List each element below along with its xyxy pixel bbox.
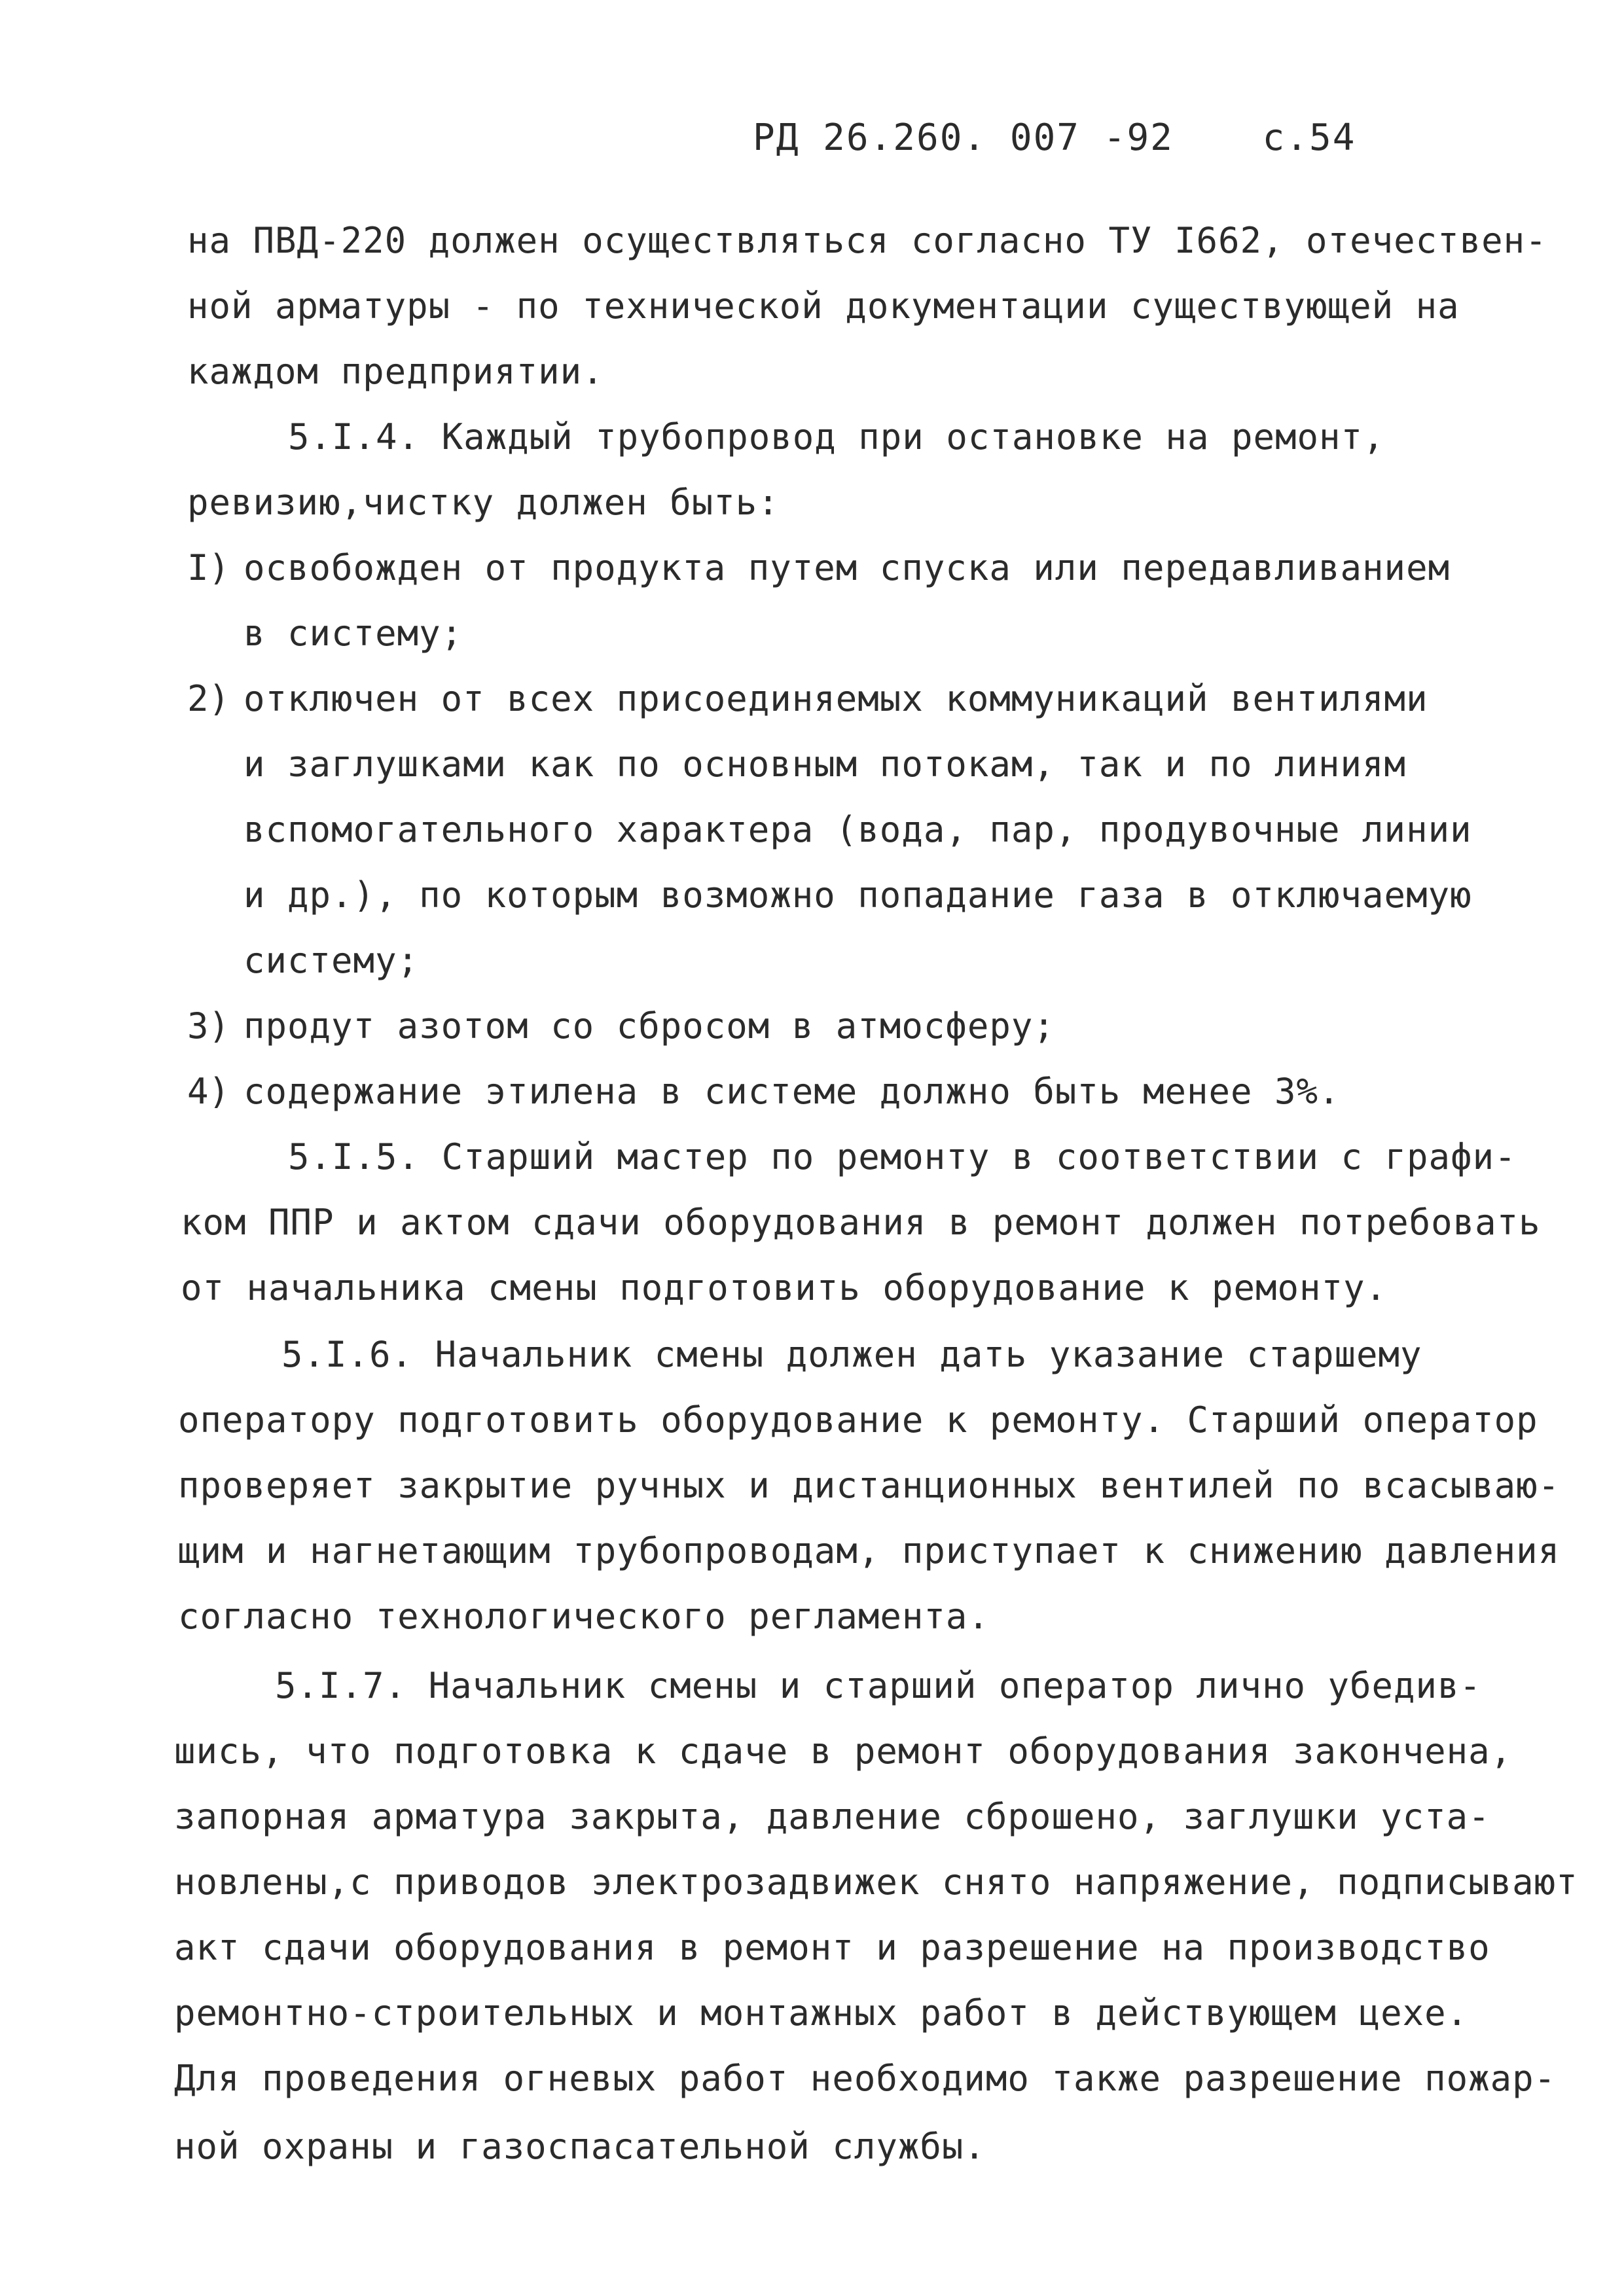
page-number: с.54	[1262, 117, 1356, 159]
text-line: щим и нагнетающим трубопроводам, приступает к снижению давления	[178, 1530, 1561, 1571]
text-line: новлены,с приводов электрозадвижек снято напряжение, подписывают	[174, 1861, 1578, 1903]
text-line: ной арматуры - по технической документации существующей на	[187, 285, 1460, 327]
text-line: акт сдачи оборудования в ремонт и разрешение на производство	[174, 1927, 1490, 1968]
text-line: ревизию,чистку должен быть:	[187, 482, 780, 523]
text-line: отключен от всех присоединяемых коммуникаций вентилями	[244, 678, 1428, 719]
text-line: проверяет закрытие ручных и дистанционных вентилей по всасываю-	[178, 1465, 1561, 1506]
text-line: согласно технологического регламента.	[178, 1596, 990, 1637]
document-code: РД 26.260. 007 -92	[753, 117, 1174, 159]
text-line: в систему;	[244, 613, 463, 654]
text-line: от начальника смены подготовить оборудование к ремонту.	[181, 1267, 1388, 1308]
text-line: освобожден от продукта путем спуска или передавливанием	[244, 547, 1451, 588]
text-line: Для проведения огневых работ необходимо также разрешение пожар-	[174, 2058, 1557, 2099]
list-number: 4)	[187, 1071, 230, 1112]
text-line: продут азотом со сбросом в атмосферу;	[244, 1005, 1055, 1047]
text-line: 5.I.6. Начальник смены должен дать указание старшему	[281, 1334, 1422, 1375]
list-number: I)	[187, 547, 230, 588]
text-line: 5.I.5. Старший мастер по ремонту в соответствии с графи-	[288, 1136, 1517, 1177]
text-line: вспомогательного характера (вода, пар, продувочные линии	[244, 809, 1472, 850]
text-line: оператору подготовить оборудование к ремонту. Старший оператор	[178, 1399, 1538, 1441]
text-line: 5.I.4. Каждый трубопровод при остановке на ремонт,	[288, 416, 1385, 457]
text-line: ремонтно-строительных и монтажных работ в действующем цехе.	[174, 1992, 1469, 2034]
text-line: каждом предприятии.	[187, 351, 604, 392]
page-header	[753, 117, 1356, 159]
text-line: 5.I.7. Начальник смены и старший оператор лично убедив-	[275, 1665, 1482, 1706]
list-number: 3)	[187, 1005, 230, 1047]
text-line: и др.), по которым возможно попадание газа в отключаемую	[244, 874, 1472, 916]
text-line: запорная арматура закрыта, давление сброшено, заглушки уста-	[174, 1796, 1490, 1837]
text-line: систему;	[244, 940, 420, 981]
text-line: ной охраны и газоспасательной службы.	[174, 2126, 986, 2167]
list-number: 2)	[187, 678, 230, 719]
text-line: шись, что подготовка к сдаче в ремонт оборудования закончена,	[174, 1731, 1513, 1772]
text-line: содержание этилена в системе должно быть менее 3%.	[244, 1071, 1341, 1112]
text-line: на ПВД-220 должен осуществляться согласно ТУ I662, отечествен-	[187, 220, 1547, 261]
text-line: ком ППР и актом сдачи оборудования в ремонт должен потребовать	[181, 1202, 1541, 1243]
text-line: и заглушками как по основным потокам, так и по линиям	[244, 744, 1407, 785]
